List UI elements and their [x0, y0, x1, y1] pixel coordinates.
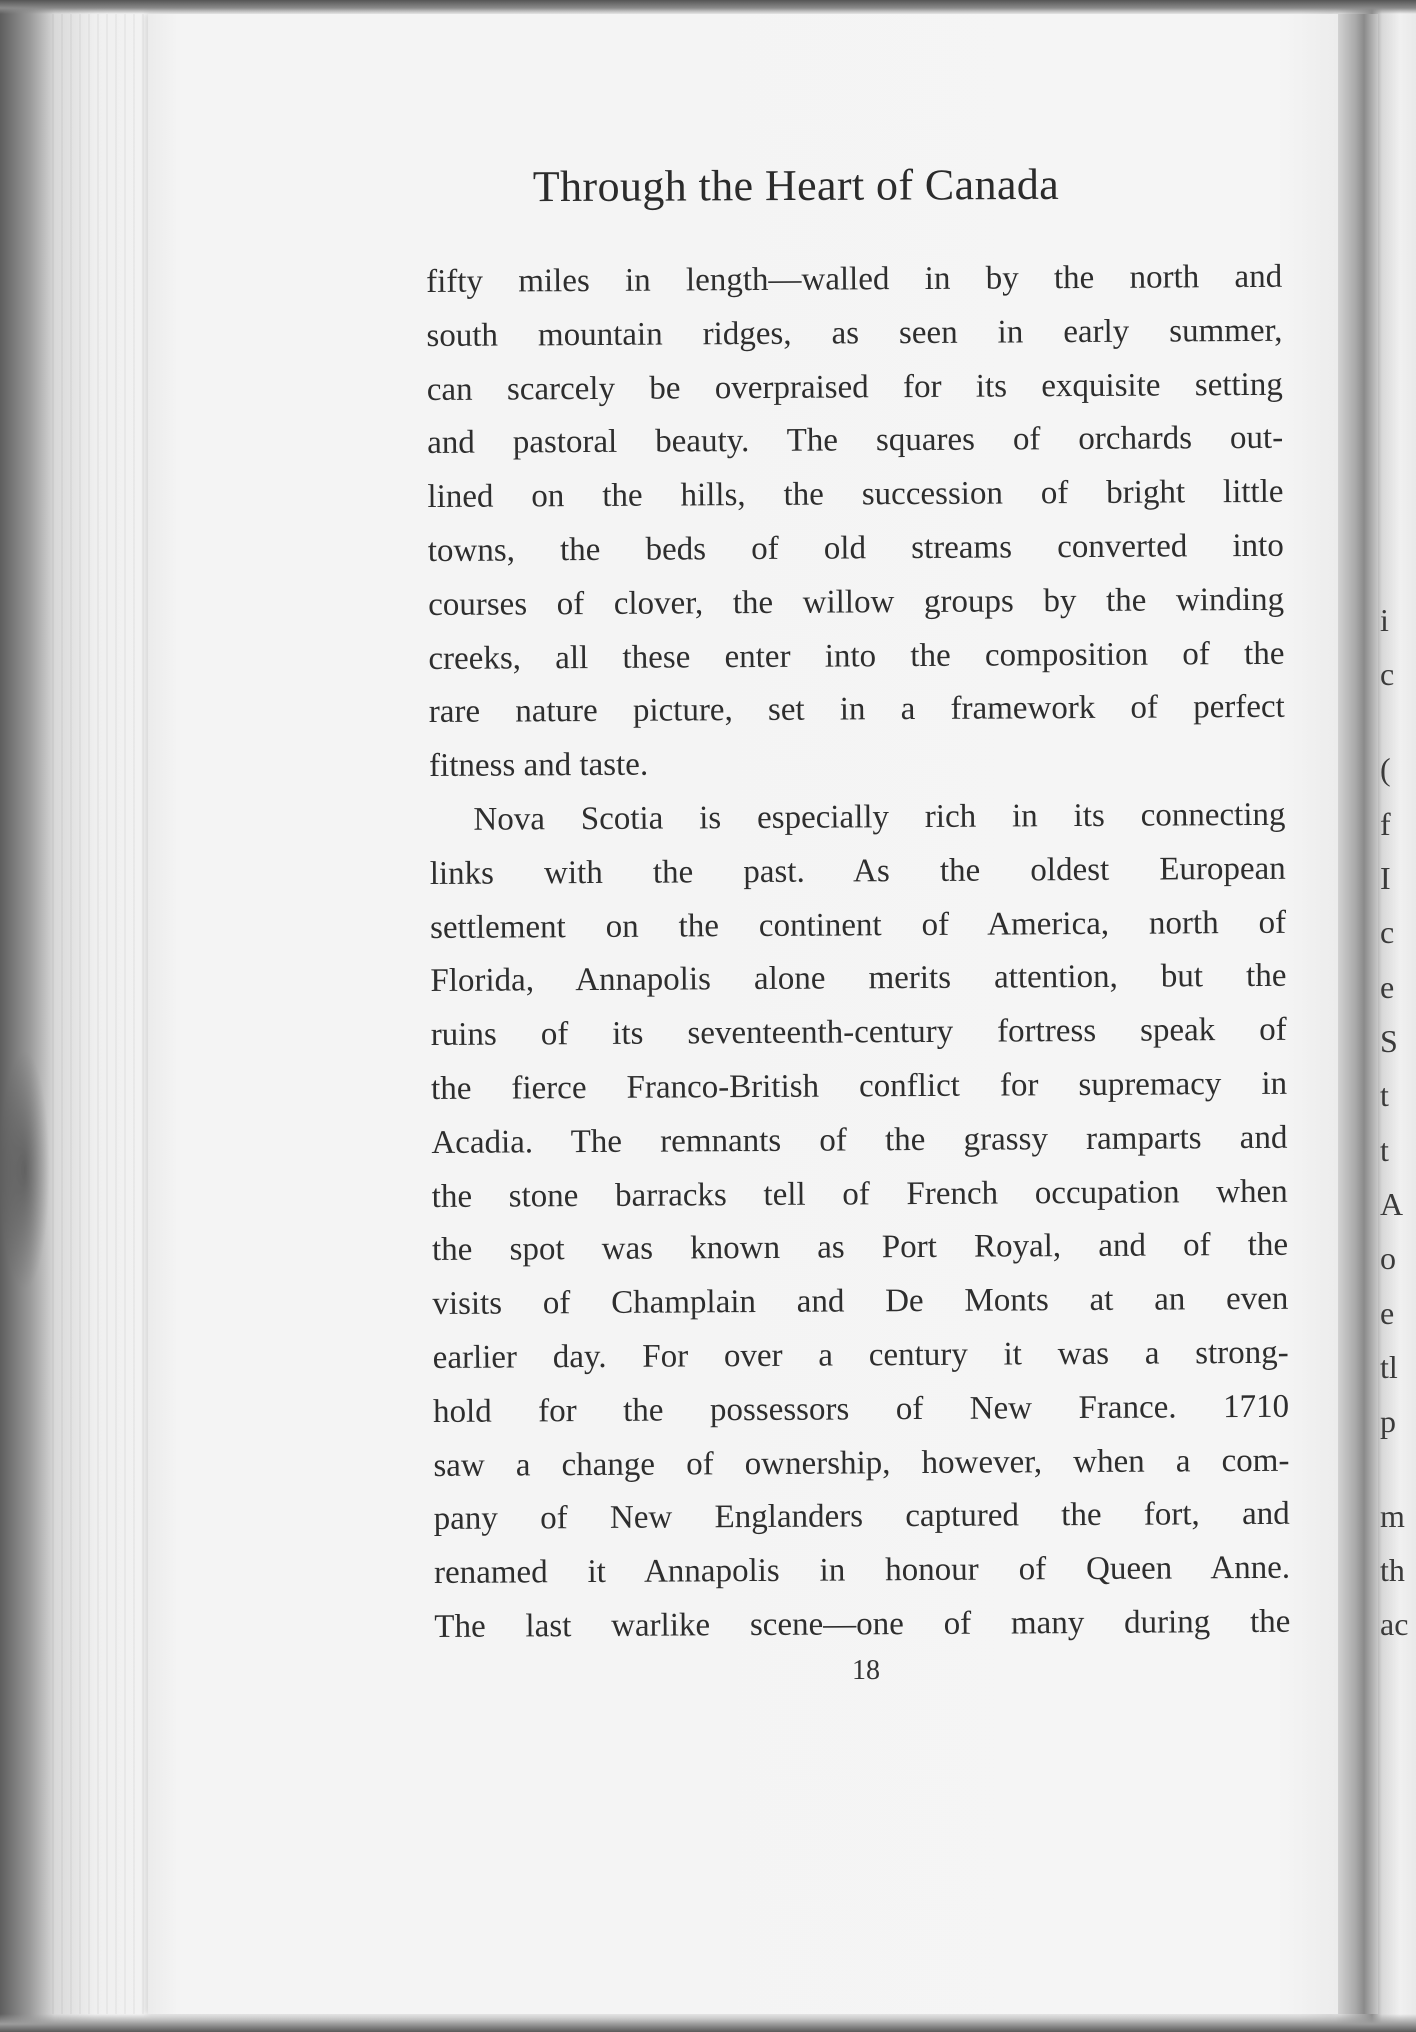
text-line: earlier day. For over a century it was a strong- [432, 1334, 1289, 1376]
text-line: links with the past. As the oldest European [429, 850, 1286, 892]
facing-line-fragment: p [1380, 1403, 1396, 1439]
facing-line-fragment: S [1380, 1023, 1398, 1059]
text-line: creeks, all these enter into the composition of the [428, 635, 1285, 677]
scan-smudge [0, 1050, 50, 1290]
text-line: courses of clover, the willow groups by the winding [428, 581, 1285, 623]
text-line: fifty miles in length—walled in by the north and [426, 258, 1283, 300]
text-line: pany of New Englanders captured the fort, and [433, 1496, 1290, 1538]
text-line: Florida, Annapolis alone merits attention, but the [430, 958, 1287, 1000]
text-line: the stone barracks tell of French occupation when [431, 1173, 1288, 1215]
text-line: south mountain ridges, as seen in early summer, [426, 312, 1283, 354]
body-text [426, 251, 1291, 1655]
text-line: Acadia. The remnants of the grassy ramparts and [431, 1119, 1288, 1161]
text-line: can scarcely be overpraised for its exquisite setting [426, 366, 1283, 408]
facing-line-fragment: t [1380, 1077, 1389, 1113]
scan-top-edge [0, 0, 1416, 14]
facing-line-fragment: tl [1380, 1349, 1398, 1385]
text-line: the spot was known as Port Royal, and of the [431, 1227, 1289, 1269]
text-line: Nova Scotia is especially rich in its connecting [473, 796, 1286, 838]
facing-line-fragment: i [1380, 602, 1389, 638]
facing-line-fragment: c [1380, 656, 1395, 692]
facing-line-fragment: A [1380, 1186, 1404, 1222]
text-line: towns, the beds of old streams converted into [427, 527, 1284, 569]
page-edges-stack [52, 14, 147, 2014]
text-line: renamed it Annapolis in honour of Queen Anne. [433, 1549, 1291, 1592]
facing-line-fragment: f [1380, 806, 1391, 842]
running-head: Through the Heart of Canada [532, 159, 1060, 212]
text-line: The last warlike scene—one of many during the [434, 1603, 1291, 1645]
facing-line-fragment: th [1380, 1552, 1405, 1588]
text-line: visits of Champlain and De Monts at an even [432, 1280, 1289, 1323]
facing-line-fragment: ( [1380, 751, 1391, 787]
text-line: ruins of its seventeenth-century fortress speak of [430, 1011, 1287, 1054]
facing-line-fragment: o [1380, 1240, 1396, 1276]
text-line: and pastoral beauty. The squares of orchards out- [427, 420, 1284, 462]
facing-line-fragment: m [1380, 1498, 1405, 1534]
facing-line-fragment: t [1380, 1132, 1389, 1168]
text-line: settlement on the continent of America, north of [429, 904, 1287, 946]
text-line: saw a change of ownership, however, when a com- [433, 1442, 1290, 1484]
facing-line-fragment: ac [1380, 1606, 1409, 1642]
facing-page-fragment [1378, 14, 1416, 2014]
facing-line-fragment: e [1380, 969, 1395, 1005]
facing-line-fragment: e [1380, 1295, 1395, 1331]
page-number: 18 [852, 1655, 880, 1686]
text-line: lined on the hills, the succession of bright little [427, 473, 1284, 516]
text-line: hold for the possessors of New France. 1710 [432, 1388, 1290, 1430]
text-line: fitness and taste. [429, 746, 649, 785]
text-line: rare nature picture, set in a framework of perfect [428, 689, 1285, 731]
book-gutter-shadow [1338, 14, 1378, 2014]
facing-line-fragment: c [1380, 914, 1395, 950]
scan-bottom-edge [0, 2014, 1416, 2032]
text-line: the fierce Franco-British conflict for supremacy in [430, 1065, 1288, 1107]
facing-line-fragment: I [1380, 860, 1391, 896]
